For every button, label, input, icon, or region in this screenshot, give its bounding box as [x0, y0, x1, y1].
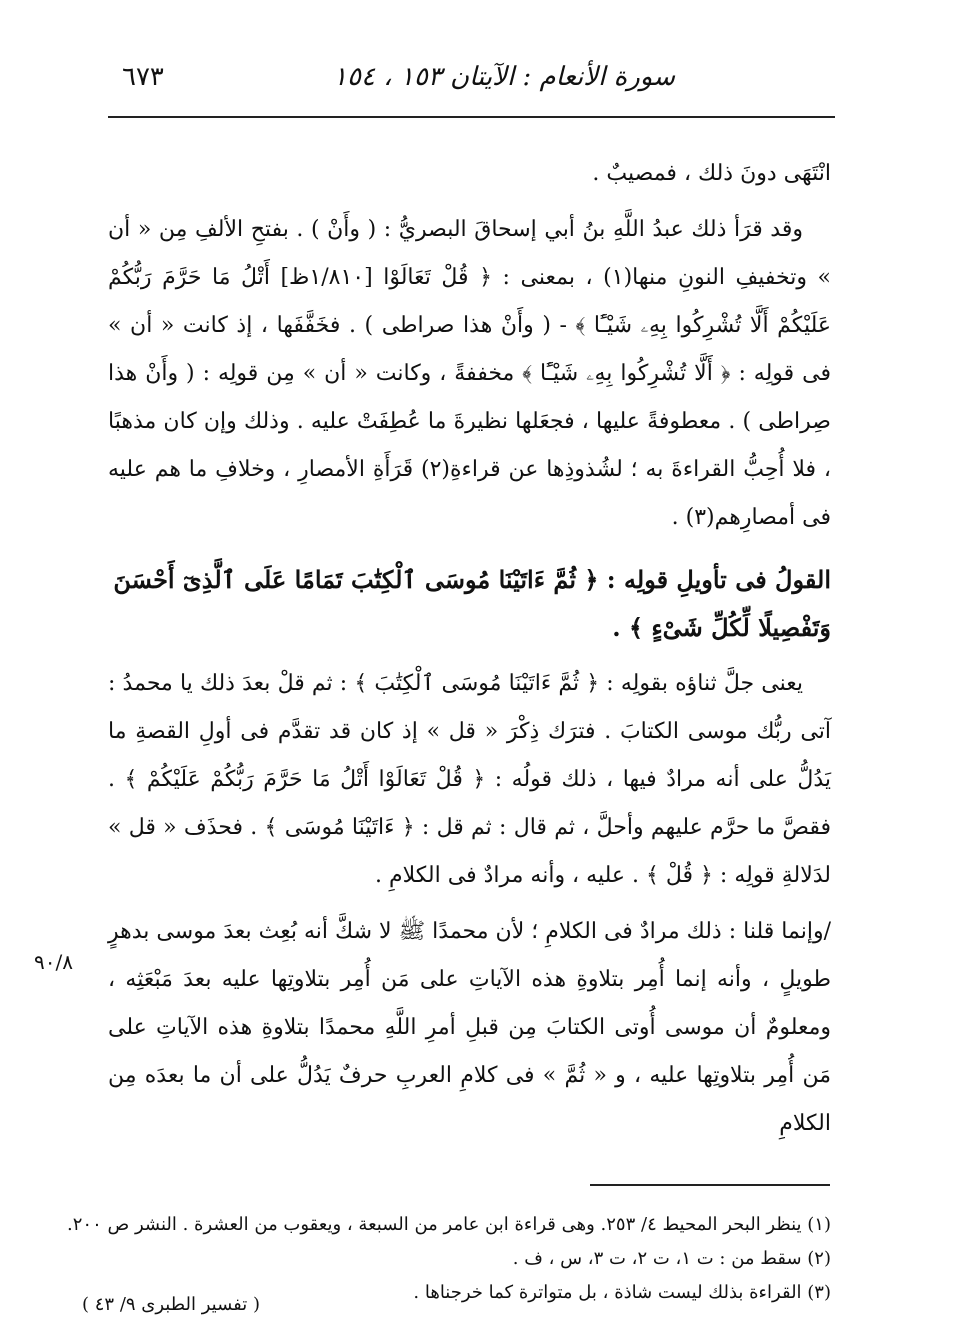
footnote-2: (٢) سقط من : ت ١، ت ٢، ت ٣، س ، ف .	[512, 1248, 831, 1269]
running-title: سورة الأنعام : الآيتان ١٥٣ ، ١٥٤	[333, 62, 675, 92]
heading-verse: ﴿ ثُمَّ ءَاتَيْنَا مُوسَى ٱلْكِتَٰبَ تَمَامًا عَلَى ٱلَّذِىٓ أَحْسَنَ وَتَفْصِيلًا لِّكُلِّ شَىْءٍ ﴾ .	[113, 565, 831, 642]
paragraph-4: /وإنما قلنا : ذلك مرادٌ فى الكلامِ ؛ لأن محمدًا ﷺ لا شكَّ أنه بُعِث بعدَ موسى بدهرٍ طويلٍ ، وأنه إنما أُمِر بتلاوةِ هذه الآياتِ على مَن أُمِر بتلاوتِها عليه بعدَ مَبْعَثِه ، ومعلومٌ أن موسى أُوتى الكتابَ مِن قبلِ أمرِ اللَّهِ محمدًا بتلاوةِ هذه الآياتِ على مَن أُمِر بتلاوتِها عليه ، و « ثُمَّ » فى كلامِ العربِ حرفٌ يَدُلُّ على أن ما بعدَه مِن الكلامِ	[108, 919, 832, 1136]
page-number: ٦٧٣	[122, 62, 164, 92]
footnote-1: (١) ينظر البحر المحيط ٤/ ٢٥٣. وهى قراءة ابن عامر من السبعة ، ويعقوب من العشرة . النشر ص ٢٠٠.	[67, 1214, 831, 1235]
paragraph-2: وقد قرَأ ذلك عبدُ اللَّهِ بنُ أبي إسحاقَ البصريُّ : ( وأَنْ ) . بفتحِ الألفِ مِن « أن » وتخفيفِ النونِ منها(١) ، بمعنى : ﴿ قُلْ تَعَالَوْا [١/٨١٠ظ] أَتْلُ مَا حَرَّمَ رَبُّكُمْ عَلَيْكُمْ أَلَّا تُشْرِكُوا بِهِۦ شَيْـًٔا ﴾ - ( وأَنْ هذا صراطى ) . فخَفَّفَها ، إذ كانت « أن » فى قولِه : ﴿ أَلَّا تُشْرِكُوا بِهِۦ شَيْـًٔا ﴾ مخففةً ، وكانت « أن » مِن قولِه : ( وأَنْ هذا صِراطى ) . معطوفةً عليها ، فجعَلها نظيرةَ ما عُطِفَتْ عليه . وذلك وإن كان مذهبًا ، فلا أُحِبُّ القراءةَ به ؛ لشُذوذِها عن قراءةِ(٢) قَرَأَةِ الأمصارِ ، وخلافِ ما هم عليه فى أمصارِهم(٣) .	[108, 217, 831, 530]
manuscript-folio-marker: ٩٠/٨	[34, 950, 73, 974]
heading-lead: القولُ فى تأويلِ قولِه :	[606, 565, 831, 594]
main-text	[108, 150, 831, 1148]
footnote-3: (٣) القراءة بذلك ليست شاذة ، بل متواترة كما خرجناها .	[413, 1282, 831, 1303]
footnote-divider	[590, 1184, 830, 1186]
page-header	[108, 58, 835, 108]
edition-mark: ( تفسير الطبرى ٩/ ٤٣ )	[82, 1294, 260, 1315]
paragraph-3: يعنى جلَّ ثناؤه بقولِه : ﴿ ثُمَّ ءَاتَيْنَا مُوسَى ٱلْكِتَٰبَ ﴾ : ثم قلْ بعدَ ذلك يا محمدُ : آتى ربُّك موسى الكتابَ . فترَك ذِكْرَ « قل » إذ كان قد تقدَّم فى أولِ القصةِ ما يَدُلُّ على أنه مرادٌ فيها ، ذلك قولُه : ﴿ قُلْ تَعَالَوْا أَتْلُ مَا حَرَّمَ رَبُّكُمْ عَلَيْكُمْ ﴾ . فقصَّ ما حرَّم عليهم وأحلَّ ، ثم قال : ثم قل : ﴿ ءَاتَيْنَا مُوسَى ﴾ . فحذَف « قل » لدَلالةِ قولِه : ﴿ قُلْ ﴾ . عليه ، وأنه مرادٌ فى الكلامِ .	[108, 671, 831, 888]
header-divider	[108, 116, 835, 118]
section-heading	[108, 556, 831, 652]
paragraph-1: انْتَهَى دونَ ذلك ، فمصيبٌ .	[592, 161, 831, 186]
